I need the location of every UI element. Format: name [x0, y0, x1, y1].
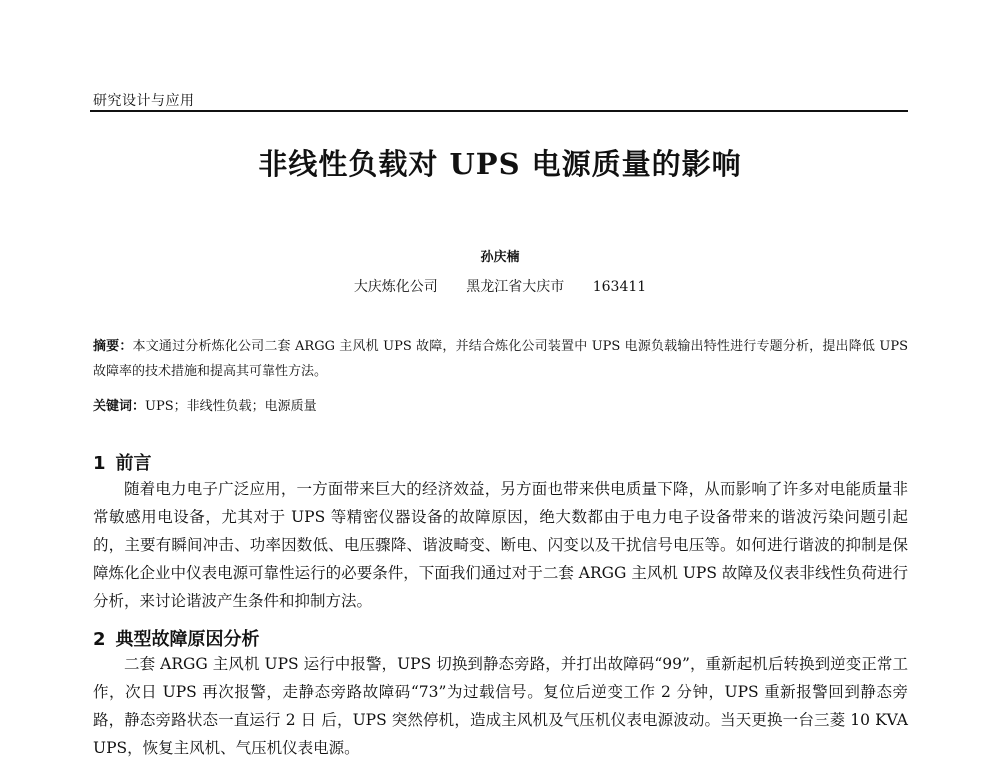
- header-rule: [90, 110, 908, 112]
- section-heading-1: [93, 449, 152, 475]
- affiliation-location: 黑龙江省大庆市: [466, 279, 565, 295]
- affiliation-org: 大庆炼化公司: [353, 279, 438, 295]
- section-title: 典型故障原因分析: [115, 629, 260, 650]
- abstract-label: 摘要：: [93, 339, 133, 354]
- abstract: [93, 334, 908, 384]
- section-2-paragraph: 二套 ARGG 主风机 UPS 运行中报警，UPS 切换到静态旁路，并打出故障码“99”，重新起机后转换到逆变正常工作，次日 UPS 再次报警，走静态旁路故障码“73”为过载信号。复位后逆变工作 2 分钟，UPS 重新报警回到静态旁路，静态旁路状态一直运行 2 日 后，UPS 突然停机，造成主风机及气压机仪表电源波动。当天更换一台三菱 10 KVA UPS，恢复主风机、气压机仪表电源。: [93, 655, 908, 757]
- article-title: 非线性负载对 UPS 电源质量的影响: [258, 147, 742, 181]
- keywords-label: 关键词：: [93, 399, 146, 414]
- section-title: 前言: [115, 453, 152, 474]
- keywords: [93, 397, 908, 417]
- affiliation-line: [0, 276, 1000, 296]
- section-heading-2: [93, 625, 260, 651]
- author-name: 孙庆楠: [480, 250, 520, 265]
- abstract-text: 本文通过分析炼化公司二套 ARGG 主风机 UPS 故障，并结合炼化公司装置中 UPS 电源负载输出特性进行专题分析，提出降低 UPS 故障率的技术措施和提高其可靠性方法。: [93, 339, 908, 379]
- running-header: 研究设计与应用: [93, 93, 195, 109]
- section-1-paragraph: 随着电力电子广泛应用，一方面带来巨大的经济效益，另方面也带来供电质量下降，从而影响了许多对电能质量非常敏感用电设备，尤其对于 UPS 等精密仪器设备的故障原因，绝大数都由于电力电子设备带来的谐波污染问题引起的，主要有瞬间冲击、功率因数低、电压骤降、谐波畸变、断电、闪变以及干扰信号电压等。如何进行谐波的抑制是保障炼化企业中仪表电源可靠性运行的必要条件，下面我们通过对于二套 ARGG 主风机 UPS 故障及仪表非线性负荷进行分析，来讨论谐波产生条件和抑制方法。: [93, 480, 908, 610]
- keywords-text: UPS；非线性负载；电源质量: [145, 399, 317, 414]
- affiliation-postcode: 163411: [592, 279, 647, 295]
- section-number: 2: [93, 629, 106, 650]
- section-number: 1: [93, 453, 106, 474]
